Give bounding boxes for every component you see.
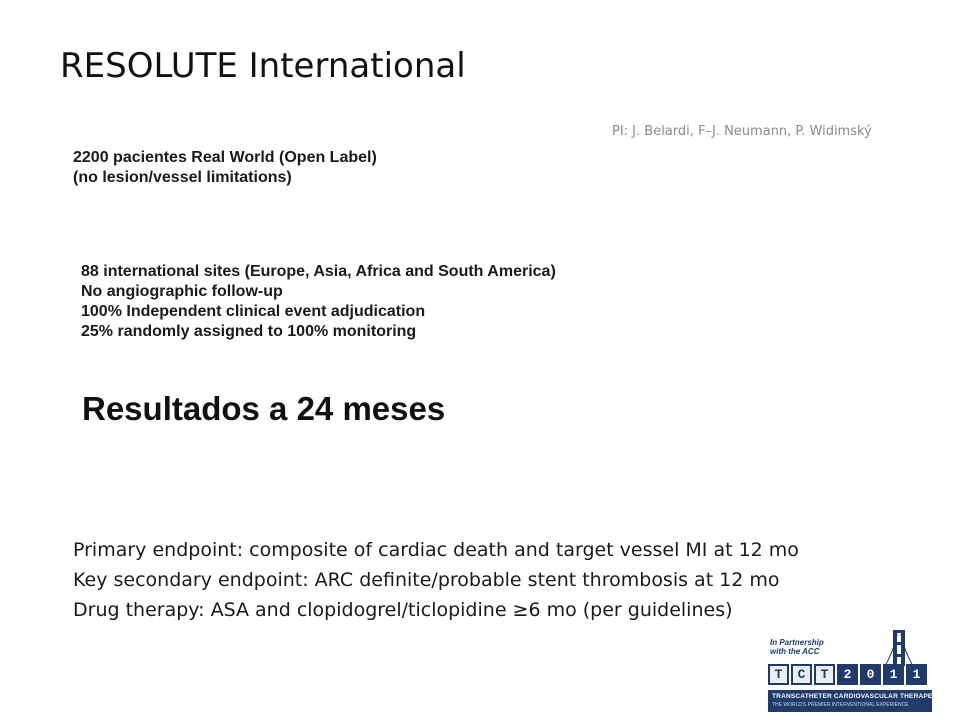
logo-letter: 2 — [837, 664, 858, 685]
endpoints-list — [73, 535, 799, 625]
endpoint-item: Drug therapy: ASA and clopidogrel/ticlopidine ≥6 mo (per guidelines) — [73, 599, 733, 621]
principal-investigators: PI: J. Belardi, F–J. Neumann, P. Widimský — [612, 124, 872, 139]
bridge-tower-icon — [884, 628, 914, 668]
logo-letter: 1 — [883, 664, 904, 685]
logo-band-subtitle: THE WORLD'S PREMIER INTERVENTIONAL EXPERIENCE — [772, 702, 909, 708]
patients-line: 2200 pacientes Real World (Open Label) — [73, 149, 377, 166]
sites-line: No angiographic follow-up — [81, 283, 283, 300]
sites-line: 25% randomly assigned to 100% monitoring — [81, 323, 417, 340]
logo-letter: 0 — [860, 664, 881, 685]
logo-letter: T — [768, 664, 789, 685]
logo-band — [768, 690, 953, 712]
logo-partner-line: In Partnership — [770, 638, 824, 647]
logo-band-title: TRANSCATHETER CARDIOVASCULAR THERAPEUTICS — [772, 693, 953, 700]
sites-line: 88 international sites (Europe, Asia, Africa and South America) — [81, 263, 556, 280]
logo-letters — [768, 664, 927, 685]
sites-block — [81, 262, 556, 342]
endpoint-item: Key secondary endpoint: ARC definite/probable stent thrombosis at 12 mo — [73, 569, 780, 591]
slide-title: RESOLUTE International — [60, 46, 466, 86]
endpoint-item: Primary endpoint: composite of cardiac death and target vessel MI at 12 mo — [73, 539, 799, 561]
logo-letter: C — [791, 664, 812, 685]
logo-letter: T — [814, 664, 835, 685]
results-heading: Resultados a 24 meses — [82, 390, 446, 427]
patients-line: (no lesion/vessel limitations) — [73, 169, 292, 186]
logo-partner-text — [770, 638, 824, 656]
logo-partner-line: with the ACC — [770, 647, 820, 656]
tct2011-logo — [766, 628, 953, 714]
logo-letter: 1 — [906, 664, 927, 685]
patients-block — [73, 148, 377, 188]
sites-line: 100% Independent clinical event adjudication — [81, 303, 426, 320]
